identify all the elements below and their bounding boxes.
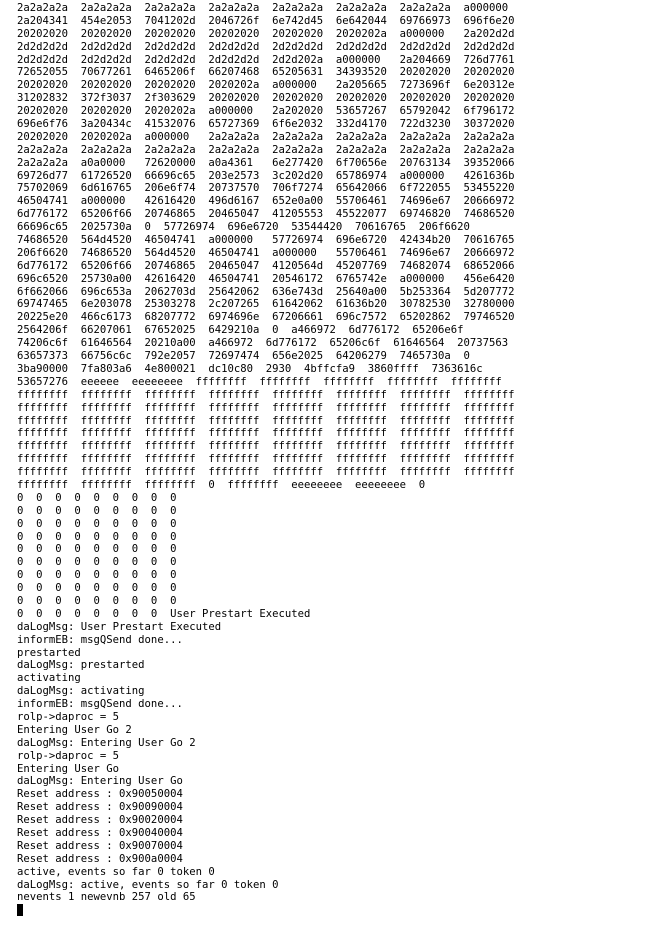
terminal-line: 6d776172 65206f66 20746865 20465047 41205553 45522077 69746820 74686520 <box>17 208 515 221</box>
terminal-line: 20202020 20202020 20202020 20202020 20202020 2020202a a000000 2a202d2d <box>17 27 515 40</box>
terminal-line: 69726d77 61726520 66696c65 203e2573 3c202d20 65786974 a000000 4261636b <box>17 169 515 182</box>
terminal-line: 53657276 eeeeee eeeeeeee ffffffff ffffffff ffffffff ffffffff ffffffff <box>17 375 502 388</box>
terminal-line: 6f662066 696c653a 2062703d 25642062 636e743d 25640a00 5b253364 5d207772 <box>17 285 515 298</box>
terminal-line: active, events so far 0 token 0 <box>17 865 215 878</box>
terminal-line: daLogMsg: activating <box>17 685 145 698</box>
terminal-line: Reset address : 0x90050004 <box>17 788 183 801</box>
terminal-line: 31202832 372f3037 2f303629 20202020 20202020 20202020 20202020 20202020 <box>17 92 515 105</box>
terminal-line: ffffffff ffffffff ffffffff ffffffff ffffffff ffffffff ffffffff ffffffff <box>17 466 515 479</box>
terminal-line: 46504741 a000000 42616420 496d6167 652e0a00 55706461 74696e67 20666972 <box>17 195 515 208</box>
terminal-line: Entering User Go <box>17 762 120 775</box>
terminal-line: 20202020 2020202a a000000 2a2a2a2a 2a2a2a2a 2a2a2a2a 2a2a2a2a 2a2a2a2a <box>17 130 515 143</box>
terminal-line: ffffffff ffffffff ffffffff 0 ffffffff eeeeeeee eeeeeeee 0 <box>17 478 426 491</box>
terminal-line: ffffffff ffffffff ffffffff ffffffff ffffffff ffffffff ffffffff ffffffff <box>17 427 515 440</box>
terminal-line: 72652055 70677261 6465206f 66207468 65205631 34393520 20202020 20202020 <box>17 66 515 79</box>
terminal-line: informEB: msgQSend done... <box>17 633 183 646</box>
terminal-line: Reset address : 0x90040004 <box>17 827 183 839</box>
terminal-line: 0 0 0 0 0 0 0 0 0 <box>17 543 177 556</box>
terminal-line: 74206c6f 61646564 20210a00 a466972 6d776172 65206c6f 61646564 20737563 <box>17 337 509 350</box>
terminal-line: daLogMsg: prestarted <box>17 659 145 672</box>
terminal-line: 2a204341 454e2053 7041202d 2046726f 6e742d45 6e642044 69766973 696f6e20 <box>17 14 515 27</box>
terminal-line: 206f6620 74686520 564d4520 46504741 a000000 55706461 74696e67 20666972 <box>17 246 515 259</box>
terminal-line: 2a2a2a2a a0a0000 72620000 a0a4361 6e277420 6f70656e 20763134 39352066 <box>17 156 515 169</box>
terminal-line: rolp->daproc = 5 <box>17 749 120 762</box>
terminal-line: 66696c65 2025730a 0 57726974 696e6720 53544420 70616765 206f6620 <box>17 221 470 234</box>
terminal-line: ffffffff ffffffff ffffffff ffffffff ffffffff ffffffff ffffffff ffffffff <box>17 401 515 414</box>
terminal-line: 3ba90000 7fa803a6 4e800021 dc10c80 2930 4bffcfa9 3860ffff 7363616c <box>17 362 483 375</box>
terminal-line: ffffffff ffffffff ffffffff ffffffff ffffffff ffffffff ffffffff ffffffff <box>17 440 515 453</box>
terminal-line: rolp->daproc = 5 <box>17 710 120 723</box>
terminal-line: 2d2d2d2d 2d2d2d2d 2d2d2d2d 2d2d2d2d 2d2d202a a000000 2a204669 726d7761 <box>17 53 515 66</box>
terminal-line: prestarted <box>17 646 81 659</box>
terminal-line: 20202020 20202020 2020202a a000000 2a202020 53657267 65792042 6f796172 <box>17 105 515 118</box>
terminal-line: 6d776172 65206f66 20746865 20465047 4120564d 45207769 74682074 68652066 <box>17 259 515 272</box>
terminal-line: 74686520 564d4520 46504741 a000000 57726974 696e6720 42434b20 70616765 <box>17 234 515 247</box>
terminal-line: ffffffff ffffffff ffffffff ffffffff ffffffff ffffffff ffffffff ffffffff <box>17 414 515 427</box>
terminal-line: daLogMsg: Entering User Go 2 <box>17 736 196 749</box>
terminal-line: Reset address : 0x90020004 <box>17 814 183 827</box>
terminal-line: 696e6f76 3a20434c 41532076 65727369 6f6e2032 332d4170 722d3230 30372020 <box>17 118 515 131</box>
terminal-line: Reset address : 0x90090004 <box>17 801 183 814</box>
terminal-line: 63657373 66756c6c 792e2057 72697474 656e2025 64206279 7465730a 0 <box>17 350 470 363</box>
terminal-line: 2564206f 66207061 67652025 6429210a 0 a466972 6d776172 65206e6f <box>17 324 464 337</box>
terminal-line: daLogMsg: active, events so far 0 token 0 <box>17 878 279 891</box>
terminal-line: Reset address : 0x90070004 <box>17 839 183 852</box>
terminal-line: 0 0 0 0 0 0 0 0 0 <box>17 569 177 582</box>
terminal-line: activating <box>17 672 81 685</box>
terminal-line: ffffffff ffffffff ffffffff ffffffff ffffffff ffffffff ffffffff ffffffff <box>17 388 515 401</box>
terminal-line: daLogMsg: User Prestart Executed <box>17 620 222 633</box>
terminal-line: informEB: msgQSend done... <box>17 698 183 711</box>
terminal-line: 69747465 6e203078 25303278 2c207265 61642062 61636b20 30782530 32780000 <box>17 298 515 311</box>
terminal-line: 2a2a2a2a 2a2a2a2a 2a2a2a2a 2a2a2a2a 2a2a2a2a 2a2a2a2a 2a2a2a2a 2a2a2a2a <box>17 143 515 156</box>
terminal-line: 0 0 0 0 0 0 0 0 0 <box>17 517 177 530</box>
terminal-line: 20202020 20202020 20202020 2020202a a000000 2a205665 7273696f 6e20312e <box>17 79 515 92</box>
terminal-prompt-line[interactable] <box>17 904 650 917</box>
terminal-line: Entering User Go 2 <box>17 723 132 736</box>
terminal-line: 0 0 0 0 0 0 0 0 0 <box>17 582 177 595</box>
terminal-line: daLogMsg: Entering User Go <box>17 775 183 788</box>
terminal-line: 696c6520 25730a00 42616420 46504741 20546172 6765742e a000000 456e6420 <box>17 272 515 285</box>
terminal-line: 2d2d2d2d 2d2d2d2d 2d2d2d2d 2d2d2d2d 2d2d2d2d 2d2d2d2d 2d2d2d2d 2d2d2d2d <box>17 40 515 53</box>
terminal-line: 20225e20 466c6173 68207772 6974696e 67206661 696c7572 65202862 79746520 <box>17 311 515 324</box>
terminal-line: 0 0 0 0 0 0 0 0 0 <box>17 491 177 504</box>
terminal-line: 2a2a2a2a 2a2a2a2a 2a2a2a2a 2a2a2a2a 2a2a2a2a 2a2a2a2a 2a2a2a2a a000000 <box>17 2 509 14</box>
terminal-line: 0 0 0 0 0 0 0 0 0 <box>17 556 177 569</box>
terminal-line: 0 0 0 0 0 0 0 0 User Prestart Executed <box>17 607 311 620</box>
terminal-line: 0 0 0 0 0 0 0 0 0 <box>17 504 177 517</box>
text-cursor <box>17 904 23 916</box>
terminal-line: 0 0 0 0 0 0 0 0 0 <box>17 594 177 607</box>
terminal-line: ffffffff ffffffff ffffffff ffffffff ffffffff ffffffff ffffffff ffffffff <box>17 453 515 466</box>
terminal-line: 0 0 0 0 0 0 0 0 0 <box>17 530 177 543</box>
terminal-line: 75702069 6d616765 206e6f74 20737570 706f7274 65642066 6f722055 53455220 <box>17 182 515 195</box>
terminal-line: nevents 1 newevnb 257 old 65 <box>17 891 196 904</box>
terminal-lines <box>17 2 650 904</box>
terminal-line: Reset address : 0x900a0004 <box>17 852 183 865</box>
